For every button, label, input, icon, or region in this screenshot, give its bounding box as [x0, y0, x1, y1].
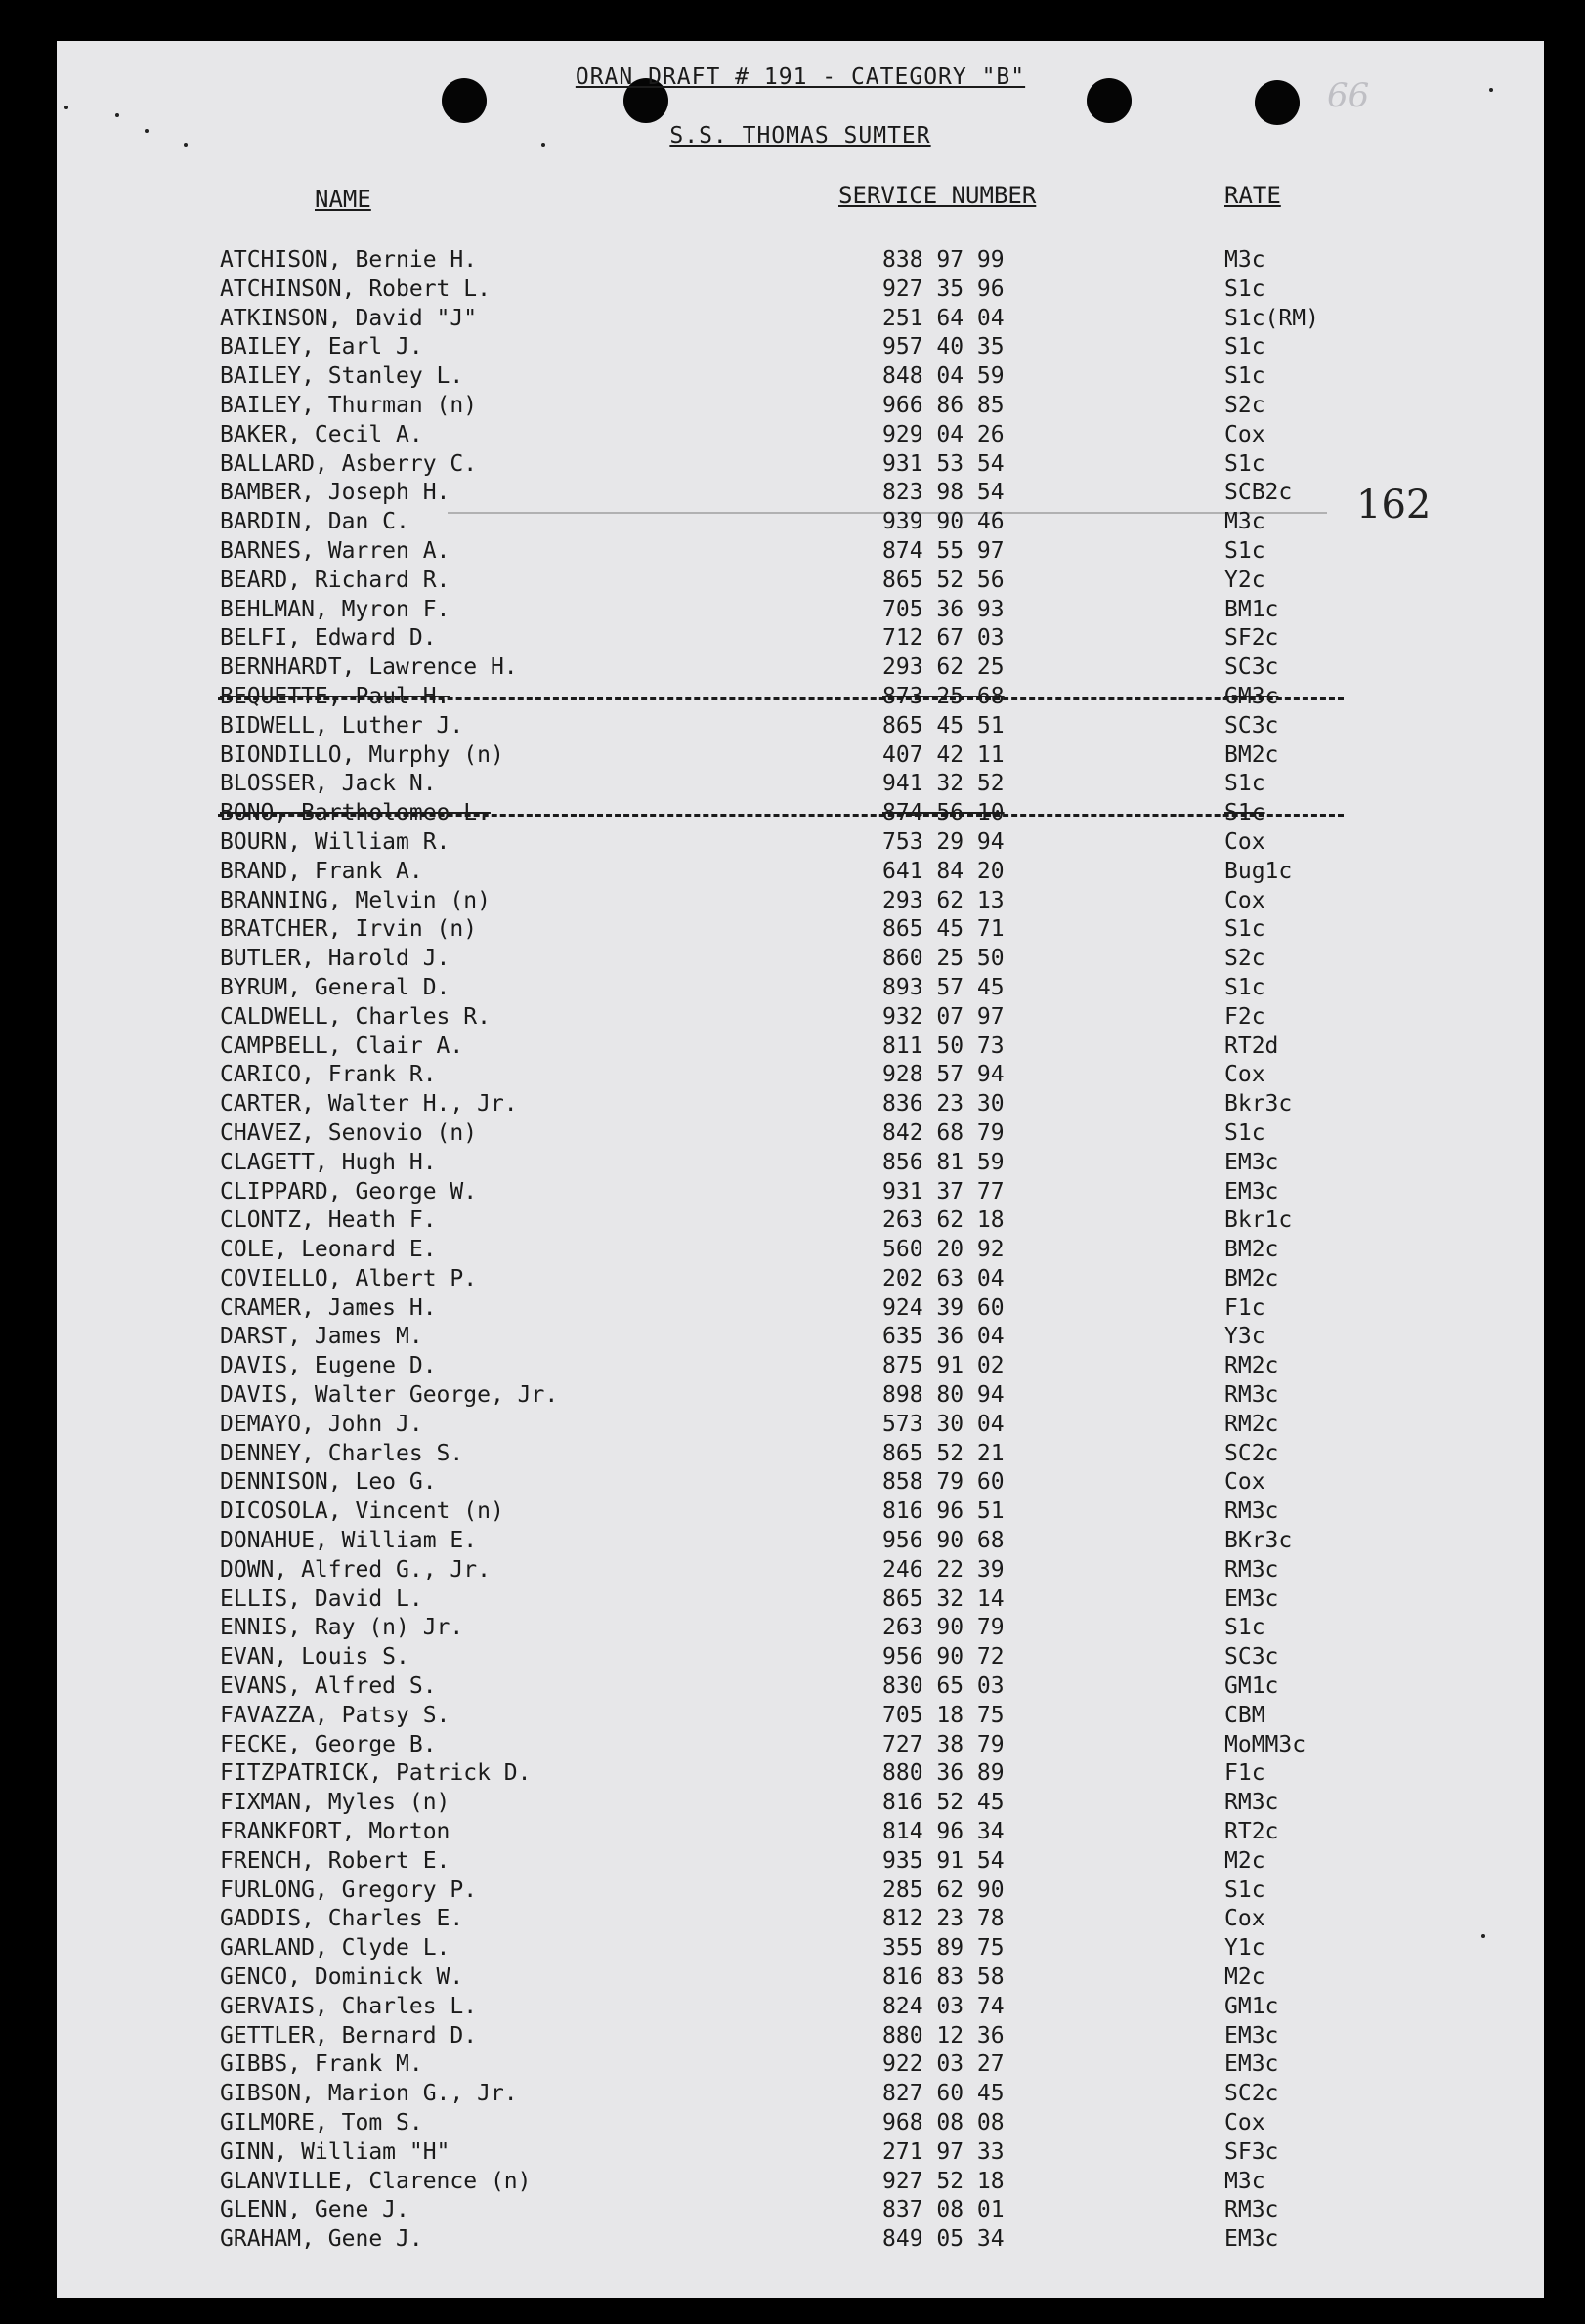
crew-name: FAVAZZA, Patsy S. — [220, 1702, 450, 1728]
service-number: 875 91 02 — [882, 1353, 1005, 1379]
crew-name: BLOSSER, Jack N. — [220, 771, 437, 797]
roster-row — [57, 567, 1544, 596]
crew-name: GETTLER, Bernard D. — [220, 2022, 478, 2049]
service-number: 705 36 93 — [882, 596, 1005, 622]
rate: EM3c — [1224, 2051, 1279, 2078]
roster-row — [57, 1178, 1544, 1207]
rate: S1c — [1224, 771, 1265, 797]
rate: MoMM3c — [1224, 1731, 1307, 1757]
crew-name: FRANKFORT, Morton — [220, 1819, 450, 1845]
service-number: 860 25 50 — [882, 946, 1005, 972]
crew-name: BARNES, Warren A. — [220, 537, 450, 564]
roster-row — [57, 2168, 1544, 2197]
rate: RM3c — [1224, 2197, 1279, 2223]
service-number: 838 97 99 — [882, 247, 1005, 273]
service-number: 931 53 54 — [882, 450, 1005, 477]
crew-name: GLANVILLE, Clarence (n) — [220, 2168, 532, 2194]
crew-name: DAVIS, Walter George, Jr. — [220, 1382, 559, 1409]
rate: F1c — [1224, 1294, 1265, 1321]
service-number: 858 79 60 — [882, 1469, 1005, 1496]
rate: Bug1c — [1224, 858, 1293, 884]
rate: S1c — [1224, 974, 1265, 1000]
service-number: 407 42 11 — [882, 741, 1005, 768]
service-number: 285 62 90 — [882, 1877, 1005, 1903]
service-number: 812 23 78 — [882, 1906, 1005, 1932]
rate: SCB2c — [1224, 480, 1293, 506]
rate: M2c — [1224, 1847, 1265, 1874]
roster-row — [57, 1643, 1544, 1672]
service-number: 842 68 79 — [882, 1120, 1005, 1146]
rate: BM2c — [1224, 741, 1279, 768]
roster-row — [57, 1702, 1544, 1731]
roster-row — [57, 479, 1544, 508]
rate: SF3c — [1224, 2138, 1279, 2165]
rate: EM3c — [1224, 1178, 1279, 1204]
crew-name: DEMAYO, John J. — [220, 1411, 423, 1437]
crew-name: BAMBER, Joseph H. — [220, 480, 450, 506]
roster-row — [57, 2022, 1544, 2051]
roster-row — [57, 421, 1544, 450]
service-number: 816 96 51 — [882, 1499, 1005, 1525]
rate: F2c — [1224, 1003, 1265, 1030]
roster-list — [57, 246, 1544, 2255]
crew-name: BERNHARDT, Lawrence H. — [220, 655, 518, 681]
roster-row — [57, 508, 1544, 537]
crew-name: DONAHUE, William E. — [220, 1528, 478, 1554]
document-page — [57, 41, 1544, 2298]
roster-row — [57, 2050, 1544, 2080]
rate: M3c — [1224, 509, 1265, 535]
rate: RM3c — [1224, 1790, 1279, 1816]
rate: Y3c — [1224, 1324, 1265, 1350]
crew-name: EVANS, Alfred S. — [220, 1673, 437, 1700]
rate: Y2c — [1224, 567, 1265, 593]
roster-row — [57, 1672, 1544, 1702]
service-number: 957 40 35 — [882, 334, 1005, 360]
crew-name: CRAMER, James H. — [220, 1294, 437, 1321]
roster-row — [57, 945, 1544, 974]
rate: Cox — [1224, 887, 1265, 913]
column-header-service-number: SERVICE NUMBER — [838, 182, 1037, 209]
crew-name: GADDIS, Charles E. — [220, 1906, 464, 1932]
service-number: 814 96 34 — [882, 1819, 1005, 1845]
crew-name: ENNIS, Ray (n) Jr. — [220, 1615, 464, 1641]
crew-name: BARDIN, Dan C. — [220, 509, 409, 535]
service-number: 246 22 39 — [882, 1556, 1005, 1583]
service-number: 641 84 20 — [882, 858, 1005, 884]
roster-row — [57, 537, 1544, 567]
roster-row — [57, 1818, 1544, 1847]
service-number: 837 08 01 — [882, 2197, 1005, 2223]
crew-name: ATCHISON, Bernie H. — [220, 247, 478, 273]
rate: SF2c — [1224, 625, 1279, 652]
service-number: 931 37 77 — [882, 1178, 1005, 1204]
roster-row — [57, 1149, 1544, 1178]
crew-name: BEARD, Richard R. — [220, 567, 450, 593]
crew-name: BAILEY, Stanley L. — [220, 363, 464, 390]
roster-row — [57, 1468, 1544, 1498]
roster-row — [57, 1294, 1544, 1324]
service-number: 935 91 54 — [882, 1847, 1005, 1874]
service-number: 705 18 75 — [882, 1702, 1005, 1728]
rate: S1c — [1224, 537, 1265, 564]
roster-row — [57, 2109, 1544, 2138]
service-number: 753 29 94 — [882, 828, 1005, 855]
roster-row — [57, 1614, 1544, 1643]
rate: RM2c — [1224, 1353, 1279, 1379]
rate: RT2c — [1224, 1819, 1279, 1845]
rate: M3c — [1224, 247, 1265, 273]
service-number: 293 62 13 — [882, 887, 1005, 913]
crew-name: BEHLMAN, Myron F. — [220, 596, 450, 622]
roster-row — [57, 624, 1544, 654]
service-number: 836 23 30 — [882, 1091, 1005, 1118]
rate: BM2c — [1224, 1265, 1279, 1291]
crew-name: GINN, William "H" — [220, 2138, 450, 2165]
crew-name: DARST, James M. — [220, 1324, 423, 1350]
rate: S1c — [1224, 450, 1265, 477]
roster-row — [57, 1411, 1544, 1440]
service-number: 865 52 21 — [882, 1440, 1005, 1466]
rate: Cox — [1224, 1906, 1265, 1932]
crew-name: BAILEY, Thurman (n) — [220, 392, 478, 418]
service-number: 293 62 25 — [882, 655, 1005, 681]
rate: Bkr1c — [1224, 1207, 1293, 1234]
crew-name: BEQUETTE, Paul H. — [220, 683, 450, 709]
service-number: 635 36 04 — [882, 1324, 1005, 1350]
service-number: 966 86 85 — [882, 392, 1005, 418]
service-number: 924 39 60 — [882, 1294, 1005, 1321]
roster-row — [57, 1905, 1544, 1934]
crew-name: GIBBS, Frank M. — [220, 2051, 423, 2078]
crew-name: FRENCH, Robert E. — [220, 1847, 450, 1874]
roster-row — [57, 2138, 1544, 2168]
rate: Y1c — [1224, 1935, 1265, 1962]
roster-row — [57, 1556, 1544, 1585]
rate: S1c — [1224, 334, 1265, 360]
crew-name: FITZPATRICK, Patrick D. — [220, 1760, 532, 1787]
service-number: 932 07 97 — [882, 1003, 1005, 1030]
crew-name: DOWN, Alfred G., Jr. — [220, 1556, 491, 1583]
crew-name: BIDWELL, Luther J. — [220, 712, 464, 739]
rate: M3c — [1224, 2168, 1265, 2194]
handwritten-note: 66 — [1327, 76, 1370, 115]
crew-name: BIONDILLO, Murphy (n) — [220, 741, 504, 768]
rate: BKr3c — [1224, 1528, 1293, 1554]
roster-row — [57, 362, 1544, 392]
service-number: 939 90 46 — [882, 509, 1005, 535]
service-number: 263 90 79 — [882, 1615, 1005, 1641]
roster-row — [57, 1061, 1544, 1090]
service-number: 560 20 92 — [882, 1237, 1005, 1263]
crew-name: FURLONG, Gregory P. — [220, 1877, 478, 1903]
crew-name: CLAGETT, Hugh H. — [220, 1149, 437, 1175]
roster-row — [57, 1003, 1544, 1033]
crew-name: COVIELLO, Albert P. — [220, 1265, 478, 1291]
rate: BM1c — [1224, 596, 1279, 622]
service-number: 956 90 72 — [882, 1644, 1005, 1670]
rate: S2c — [1224, 392, 1265, 418]
roster-row — [57, 1352, 1544, 1381]
rate: Cox — [1224, 1469, 1265, 1496]
service-number: 824 03 74 — [882, 1993, 1005, 2019]
crew-name: DENNISON, Leo G. — [220, 1469, 437, 1496]
rate: GM1c — [1224, 1993, 1279, 2019]
rate: RM3c — [1224, 1499, 1279, 1525]
roster-row — [57, 1090, 1544, 1120]
crew-name: GENCO, Dominick W. — [220, 1965, 464, 1991]
service-number: 898 80 94 — [882, 1382, 1005, 1409]
roster-row — [57, 1120, 1544, 1149]
roster-row — [57, 974, 1544, 1003]
crew-name: CAMPBELL, Clair A. — [220, 1033, 464, 1059]
service-number: 827 60 45 — [882, 2081, 1005, 2107]
service-number: 849 05 34 — [882, 2226, 1005, 2253]
roster-row — [57, 1934, 1544, 1964]
roster-row — [57, 770, 1544, 799]
rate: SC3c — [1224, 712, 1279, 739]
stamp-number: 162 — [1356, 483, 1432, 528]
roster-row — [57, 333, 1544, 362]
service-number: 865 32 14 — [882, 1585, 1005, 1612]
rate: S1c(RM) — [1224, 305, 1319, 331]
service-number: 929 04 26 — [882, 421, 1005, 447]
service-number: 880 12 36 — [882, 2022, 1005, 2049]
service-number: 873 25 68 — [882, 683, 1005, 709]
rate: F1c — [1224, 1760, 1265, 1787]
service-number: 830 65 03 — [882, 1673, 1005, 1700]
crew-name: COLE, Leonard E. — [220, 1237, 437, 1263]
roster-row — [57, 2225, 1544, 2255]
roster-row — [57, 596, 1544, 625]
crew-name: DAVIS, Eugene D. — [220, 1353, 437, 1379]
roster-row — [57, 2196, 1544, 2225]
rate: GM3c — [1224, 683, 1279, 709]
roster-row — [57, 1265, 1544, 1294]
rate: Cox — [1224, 828, 1265, 855]
service-number: 848 04 59 — [882, 363, 1005, 390]
roster-row — [57, 1877, 1544, 1906]
crew-name: GIBSON, Marion G., Jr. — [220, 2081, 518, 2107]
roster-row — [57, 1847, 1544, 1877]
service-number: 202 63 04 — [882, 1265, 1005, 1291]
rate: SC2c — [1224, 2081, 1279, 2107]
service-number: 874 55 97 — [882, 537, 1005, 564]
roster-row — [57, 654, 1544, 683]
rate: Bkr3c — [1224, 1091, 1293, 1118]
roster-row — [57, 1789, 1544, 1818]
roster-row — [57, 915, 1544, 945]
service-number: 712 67 03 — [882, 625, 1005, 652]
rate: M2c — [1224, 1965, 1265, 1991]
roster-row — [57, 275, 1544, 305]
crew-name: GRAHAM, Gene J. — [220, 2226, 423, 2253]
crew-name: BRANNING, Melvin (n) — [220, 887, 491, 913]
service-number: 928 57 94 — [882, 1062, 1005, 1088]
service-number: 573 30 04 — [882, 1411, 1005, 1437]
page-title: ORAN DRAFT # 191 - CATEGORY "B" — [575, 64, 1026, 90]
roster-row — [57, 1206, 1544, 1236]
column-header-rate: RATE — [1224, 182, 1281, 209]
rate: EM3c — [1224, 2226, 1279, 2253]
crew-name: CARTER, Walter H., Jr. — [220, 1091, 518, 1118]
service-number: 941 32 52 — [882, 771, 1005, 797]
service-number: 922 03 27 — [882, 2051, 1005, 2078]
service-number: 823 98 54 — [882, 480, 1005, 506]
crew-name: BONO, Bartholomeo L. — [220, 800, 491, 826]
crew-name: CLONTZ, Heath F. — [220, 1207, 437, 1234]
service-number: 816 83 58 — [882, 1965, 1005, 1991]
ship-name: S.S. THOMAS SUMTER — [669, 123, 931, 148]
service-number: 271 97 33 — [882, 2138, 1005, 2165]
roster-row — [57, 858, 1544, 887]
rate: EM3c — [1224, 2022, 1279, 2049]
rate: EM3c — [1224, 1149, 1279, 1175]
service-number: 865 45 71 — [882, 916, 1005, 943]
roster-row — [57, 1585, 1544, 1615]
crew-name: BAKER, Cecil A. — [220, 421, 423, 447]
service-number: 927 35 96 — [882, 275, 1005, 302]
crew-name: BRATCHER, Irvin (n) — [220, 916, 478, 943]
crew-name: GERVAIS, Charles L. — [220, 1993, 478, 2019]
crew-name: BELFI, Edward D. — [220, 625, 437, 652]
rate: RT2d — [1224, 1033, 1279, 1059]
service-number: 263 62 18 — [882, 1207, 1005, 1234]
service-number: 251 64 04 — [882, 305, 1005, 331]
roster-row — [57, 1236, 1544, 1265]
crew-name: CHAVEZ, Senovio (n) — [220, 1120, 478, 1146]
crew-name: GARLAND, Clyde L. — [220, 1935, 450, 1962]
roster-row — [57, 1498, 1544, 1527]
service-number: 956 90 68 — [882, 1528, 1005, 1554]
crew-name: CLIPPARD, George W. — [220, 1178, 478, 1204]
roster-row — [57, 1527, 1544, 1556]
crew-name: DENNEY, Charles S. — [220, 1440, 464, 1466]
crew-name: DICOSOLA, Vincent (n) — [220, 1499, 504, 1525]
rate: CBM — [1224, 1702, 1265, 1728]
rate: S1c — [1224, 1615, 1265, 1641]
roster-row — [57, 392, 1544, 421]
roster-row — [57, 1964, 1544, 1993]
crew-name: GLENN, Gene J. — [220, 2197, 409, 2223]
rate: EM3c — [1224, 1585, 1279, 1612]
roster-row — [57, 2080, 1544, 2109]
roster-row — [57, 741, 1544, 771]
roster-row — [57, 683, 1544, 712]
roster-row — [57, 799, 1544, 828]
service-number: 865 45 51 — [882, 712, 1005, 739]
crew-name: BUTLER, Harold J. — [220, 946, 450, 972]
rate: S1c — [1224, 800, 1265, 826]
rate: S1c — [1224, 363, 1265, 390]
crew-name: BALLARD, Asberry C. — [220, 450, 478, 477]
rate: SC3c — [1224, 655, 1279, 681]
roster-row — [57, 246, 1544, 275]
crew-name: EVAN, Louis S. — [220, 1644, 409, 1670]
crew-name: CALDWELL, Charles R. — [220, 1003, 491, 1030]
rate: BM2c — [1224, 1237, 1279, 1263]
crew-name: FIXMAN, Myles (n) — [220, 1790, 450, 1816]
service-number: 880 36 89 — [882, 1760, 1005, 1787]
crew-name: CARICO, Frank R. — [220, 1062, 437, 1088]
crew-name: BAILEY, Earl J. — [220, 334, 423, 360]
crew-name: ATKINSON, David "J" — [220, 305, 478, 331]
crew-name: FECKE, George B. — [220, 1731, 437, 1757]
rate: RM3c — [1224, 1382, 1279, 1409]
service-number: 874 56 10 — [882, 800, 1005, 826]
rate: RM3c — [1224, 1556, 1279, 1583]
rate: Cox — [1224, 2110, 1265, 2135]
rate: SC2c — [1224, 1440, 1279, 1466]
service-number: 865 52 56 — [882, 567, 1005, 593]
service-number: 927 52 18 — [882, 2168, 1005, 2194]
roster-row — [57, 1323, 1544, 1352]
roster-row — [57, 450, 1544, 480]
rate: Cox — [1224, 421, 1265, 447]
rate: S2c — [1224, 946, 1265, 972]
crew-name: BYRUM, General D. — [220, 974, 450, 1000]
rate: GM1c — [1224, 1673, 1279, 1700]
roster-row — [57, 1759, 1544, 1789]
rate: S1c — [1224, 916, 1265, 943]
service-number: 811 50 73 — [882, 1033, 1005, 1059]
rate: S1c — [1224, 1120, 1265, 1146]
rate: S1c — [1224, 1877, 1265, 1903]
crew-name: ATCHINSON, Robert L. — [220, 275, 491, 302]
roster-row — [57, 1440, 1544, 1469]
crew-name: GILMORE, Tom S. — [220, 2110, 423, 2135]
roster-row — [57, 712, 1544, 741]
service-number: 856 81 59 — [882, 1149, 1005, 1175]
roster-row — [57, 828, 1544, 858]
roster-row — [57, 1993, 1544, 2022]
crew-name: BOURN, William R. — [220, 828, 450, 855]
rate: Cox — [1224, 1062, 1265, 1088]
column-header-name: NAME — [315, 186, 371, 213]
roster-row — [57, 1381, 1544, 1411]
service-number: 816 52 45 — [882, 1790, 1005, 1816]
crew-name: ELLIS, David L. — [220, 1585, 423, 1612]
service-number: 727 38 79 — [882, 1731, 1005, 1757]
service-number: 893 57 45 — [882, 974, 1005, 1000]
crew-name: BRAND, Frank A. — [220, 858, 423, 884]
roster-row — [57, 1731, 1544, 1760]
service-number: 355 89 75 — [882, 1935, 1005, 1962]
service-number: 968 08 08 — [882, 2110, 1005, 2135]
rate: RM2c — [1224, 1411, 1279, 1437]
rate: SC3c — [1224, 1644, 1279, 1670]
roster-row — [57, 305, 1544, 334]
roster-row — [57, 1033, 1544, 1062]
roster-row — [57, 887, 1544, 916]
rate: S1c — [1224, 275, 1265, 302]
